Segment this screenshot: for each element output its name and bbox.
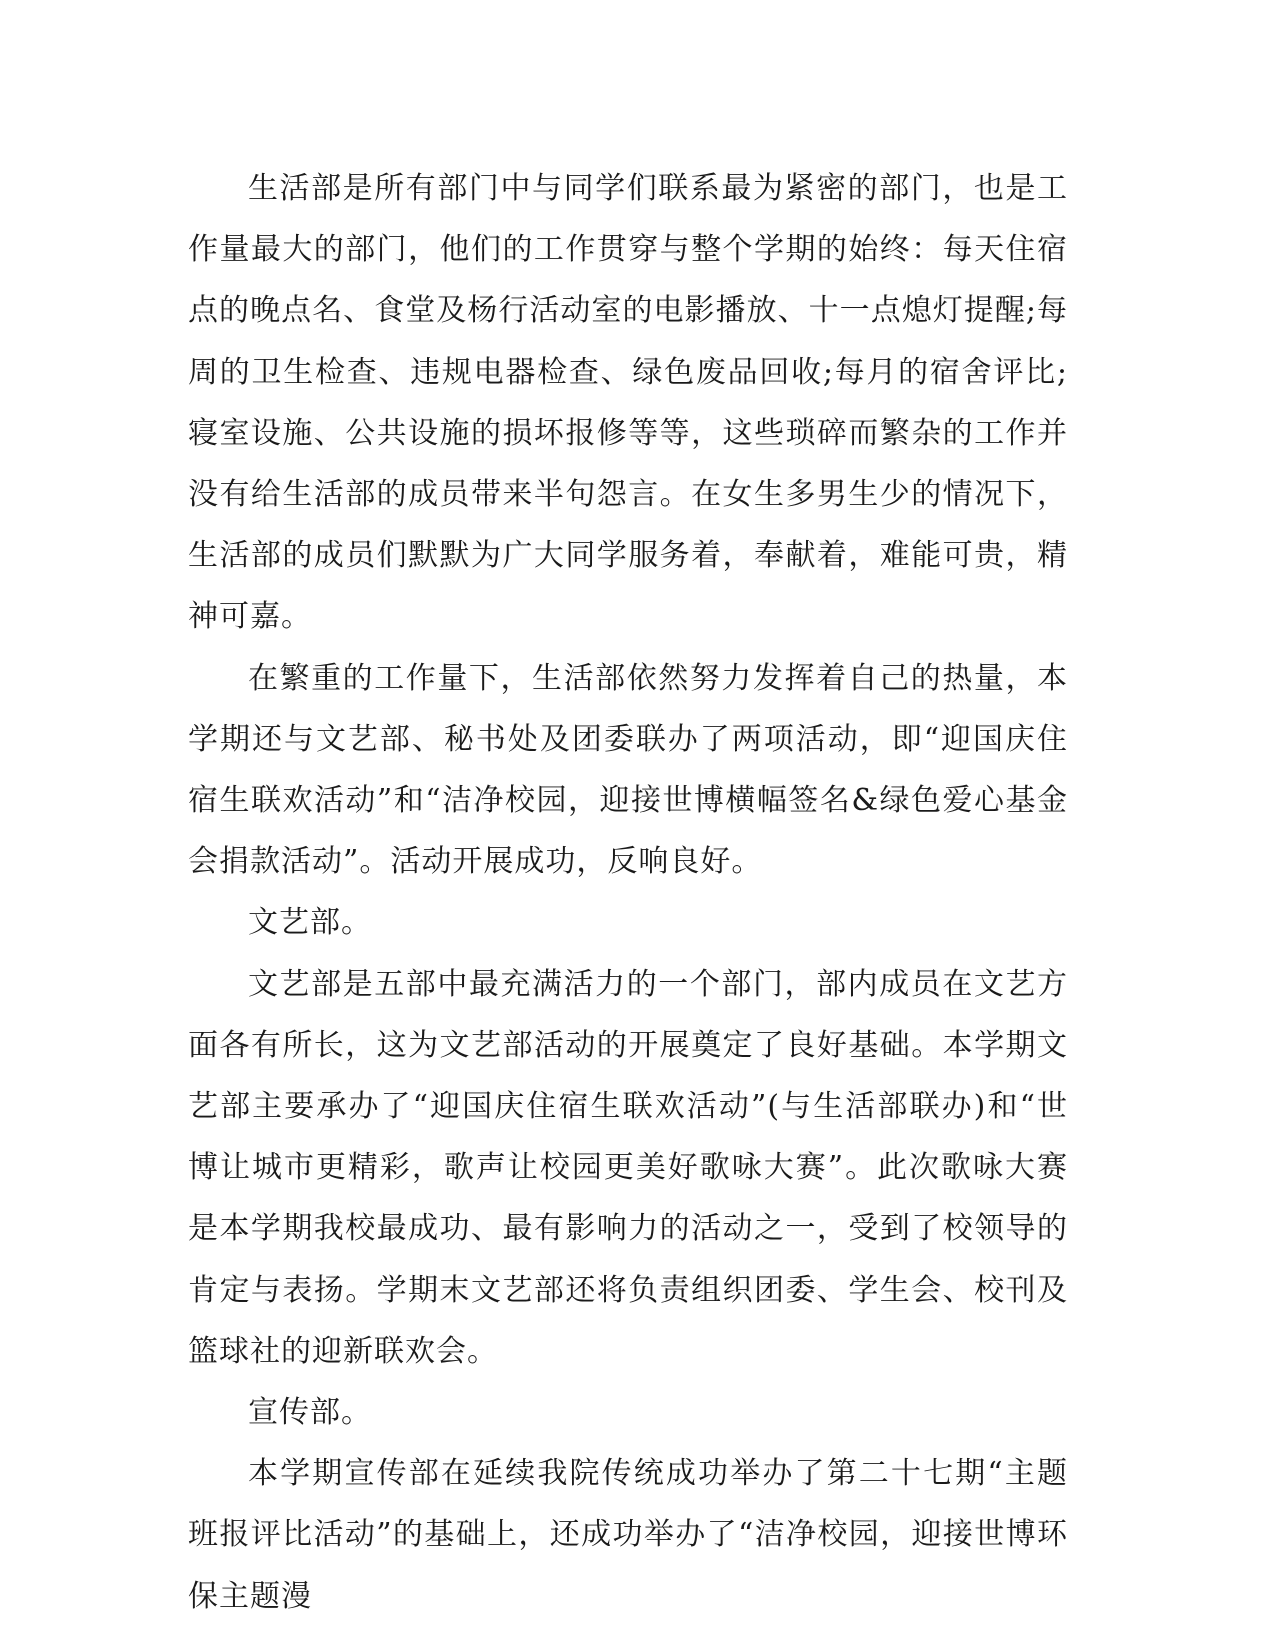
heading-arts-dept: 文艺部。 — [248, 905, 372, 941]
heading-publicity-dept: 宣传部。 — [248, 1395, 372, 1431]
paragraph-life-dept: 生活部是所有部门中与同学们联系最为紧密的部门，也是工作量最大的部门，他们的工作贯穿与整个学期的始终：每天住宿点的晚点名、食堂及杨行活动室的电影播放、十一点熄灯提醒;每周的卫生检查、违规电器检查、绿色废品回收;每月的宿舍评比;寝室设施、公共设施的损坏报修等等，这些琐碎而繁杂的工作并没有给生活部的成员带来半句怨言。在女生多男生少的情况下，生活部的成员们默默为广大同学服务着，奉献着，难能可贵，精神可嘉。 — [188, 171, 1068, 635]
paragraph-arts-dept: 文艺部是五部中最充满活力的一个部门，部内成员在文艺方面各有所长，这为文艺部活动的开展奠定了良好基础。本学期文艺部主要承办了“迎国庆住宿生联欢活动”(与生活部联办)和“世博让城市更精彩，歌声让校园更美好歌咏大赛”。此次歌咏大赛是本学期我校最成功、最有影响力的活动之一，受到了校领导的肯定与表扬。学期末文艺部还将负责组织团委、学生会、校刊及篮球社的迎新联欢会。 — [188, 966, 1068, 1369]
paragraph-life-dept-activities: 在繁重的工作量下，生活部依然努力发挥着自己的热量，本学期还与文艺部、秘书处及团委联办了两项活动，即“迎国庆住宿生联欢活动”和“洁净校园，迎接世博横幅签名&绿色爱心基金会捐款活动”。活动开展成功，反响良好。 — [188, 660, 1068, 880]
document-body — [188, 158, 1068, 1627]
paragraph-publicity-dept: 本学期宣传部在延续我院传统成功举办了第二十七期“主题班报评比活动”的基础上，还成功举办了“洁净校园，迎接世博环保主题漫 — [188, 1456, 1068, 1614]
